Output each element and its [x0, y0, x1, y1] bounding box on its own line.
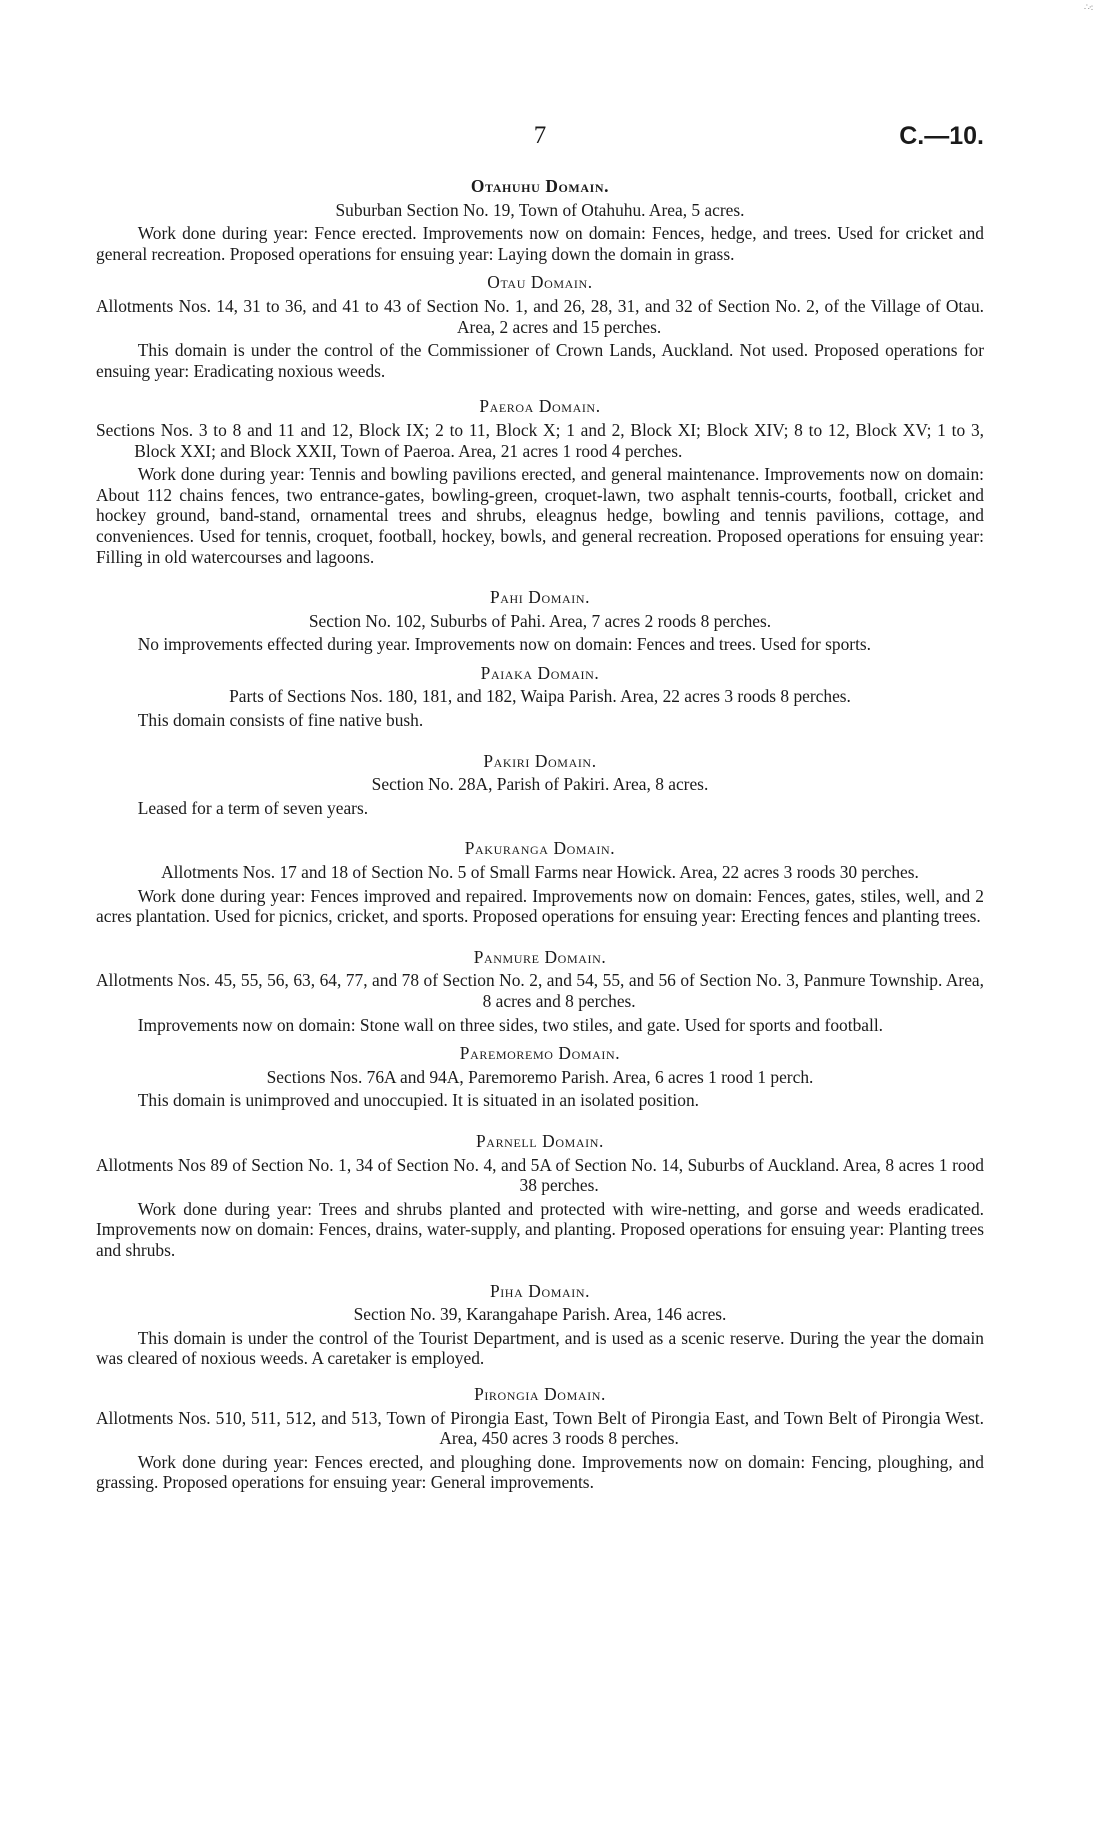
domain-pahi — [96, 587, 984, 655]
domain-paeroa — [96, 396, 984, 567]
domain-paragraph: Leased for a term of seven years. — [137, 797, 369, 818]
domain-paragraph: Work done during year: Fence erected. Improvements now on domain: Fences, hedge, and trees. Used for cricket and general recreation. Proposed operations for ensuing year: Laying down the domain in grass. — [96, 223, 984, 264]
page-number: 7 — [533, 122, 547, 149]
domain-title: Parnell Domain. — [476, 1130, 604, 1151]
domain-pirongia — [96, 1384, 984, 1493]
domain-paragraph: Work done during year: Fences improved and repaired. Improvements now on domain: Fences, gates, stiles, well, and 2 acres plantation. Used for picnics, cricket, and sports. Proposed operations for ensuing year: Erecting fences and planting trees. — [96, 885, 984, 927]
domain-title: Pakuranga Domain. — [464, 838, 616, 859]
domain-paragraph: No improvements effected during year. Improvements now on domain: Fences and trees. Used for sports. — [137, 634, 872, 655]
domain-paragraph: Work done during year: Trees and shrubs planted and protected with wire-netting, and gorse and weeds eradicated. Improvements now on domain: Fences, drains, water-supply, and planting. Proposed operations for ensuing year: Planting trees and shrubs. — [96, 1198, 984, 1260]
domain-description: Section No. 28A, Parish of Pakiri. Area, 8 acres. — [371, 774, 709, 795]
domain-title: Otahuhu Domain. — [470, 176, 610, 196]
domain-parnell — [96, 1131, 984, 1261]
domain-description: Parts of Sections Nos. 180, 181, and 182, Waipa Parish. Area, 22 acres 3 roods 8 perches. — [229, 686, 851, 707]
domain-piha — [96, 1281, 984, 1369]
domain-title: Pirongia Domain. — [474, 1383, 606, 1404]
page-content — [96, 176, 984, 1495]
domain-paragraph: This domain is unimproved and unoccupied. It is situated in an isolated position. — [137, 1090, 699, 1111]
domain-pakuranga — [96, 838, 984, 926]
domain-title: Pakiri Domain. — [483, 750, 597, 771]
domain-description: Section No. 39, Karangahape Parish. Area, 146 acres. — [353, 1304, 727, 1325]
domain-paragraph: Work done during year: Tennis and bowling pavilions erected, and general maintenance. Improvements now on domain: About 112 chains fences, two entrance-gates, bowling-green, croquet-lawn, two asphalt tennis-courts, football, cricket and hockey ground, band-stand, ornamental trees and shrubs, eleagnus hedge, bowling and tennis pavilions, cottage, and conveniences. Used for tennis, croquet, football, hockey, bowls, and general recreation. Proposed operations for ensuing year: Filling in old watercourses and lagoons. — [96, 464, 984, 567]
domain-description: Allotments Nos. 17 and 18 of Section No. 5 of Small Farms near Howick. Area, 22 acres 3 roods 30 perches. — [161, 862, 919, 883]
domain-paragraph: Work done during year: Fences erected, and ploughing done. Improvements now on domain: Fencing, ploughing, and grassing. Proposed operations for ensuing year: General improvements. — [96, 1451, 984, 1493]
domain-title: Paeroa Domain. — [479, 396, 601, 417]
domain-title: Paiaka Domain. — [480, 662, 600, 683]
domain-paragraph: This domain is under the control of the Commissioner of Crown Lands, Auckland. Not used. Proposed operations for ensuing year: Eradicating noxious weeds. — [96, 340, 984, 381]
page-header — [96, 122, 984, 156]
domain-panmure — [96, 947, 984, 1035]
domain-paragraph: Improvements now on domain: Stone wall on three sides, two stiles, and gate. Used for sports and football. — [137, 1014, 883, 1035]
domain-title: Panmure Domain. — [473, 946, 607, 967]
domain-description: Sections Nos. 76A and 94A, Paremoremo Parish. Area, 6 acres 1 rood 1 perch. — [266, 1066, 814, 1087]
domain-pakiri — [96, 751, 984, 819]
domain-description: Allotments Nos. 45, 55, 56, 63, 64, 77, and 78 of Section No. 2, and 54, 55, and 56 of Section No. 3, Panmure Township. Area, 8 acres and 8 perches. — [96, 970, 984, 1011]
domain-description: Allotments Nos 89 of Section No. 1, 34 of Section No. 4, and 5A of Section No. 14, Suburbs of Auckland. Area, 8 acres 1 rood 38 perches. — [96, 1154, 984, 1196]
domain-title: Pahi Domain. — [489, 587, 591, 608]
domain-description: Allotments Nos. 510, 511, 512, and 513, Town of Pirongia East, Town Belt of Pirongia East, and Town Belt of Pirongia West. Area, 450 acres 3 roods 8 perches. — [96, 1407, 984, 1449]
domain-otahuhu — [96, 176, 984, 264]
domain-title: Otau Domain. — [487, 272, 593, 293]
domain-description: Section No. 102, Suburbs of Pahi. Area, 7 acres 2 roods 8 perches. — [308, 610, 772, 631]
domain-paragraph: This domain consists of fine native bush. — [137, 710, 424, 731]
scan-speck: ∴·: — [1084, 2, 1093, 12]
domain-paragraph: This domain is under the control of the Tourist Department, and is used as a scenic reserve. During the year the domain was cleared of noxious weeds. A caretaker is employed. — [96, 1327, 984, 1369]
domain-description: Suburban Section No. 19, Town of Otahuhu. Area, 5 acres. — [335, 199, 745, 220]
domain-otau — [96, 272, 984, 381]
document-reference: C.—10. — [899, 122, 984, 150]
domain-paremoremo — [96, 1043, 984, 1111]
domain-paiaka — [96, 663, 984, 731]
domain-description: Allotments Nos. 14, 31 to 36, and 41 to 43 of Section No. 1, and 26, 28, 31, and 32 of Section No. 2, of the Village of Otau. Area, 2 acres and 15 perches. — [96, 295, 984, 337]
domain-description: Sections Nos. 3 to 8 and 11 and 12, Block IX; 2 to 11, Block X; 1 and 2, Block XI; Block XIV; 8 to 12, Block XV; 1 to 3, Block XXI; and Block XXII, Town of Paeroa. Area, 21 acres 1 rood 4 perches. — [96, 419, 984, 461]
domain-title: Piha Domain. — [489, 1280, 591, 1301]
domain-title: Paremoremo Domain. — [459, 1043, 621, 1064]
